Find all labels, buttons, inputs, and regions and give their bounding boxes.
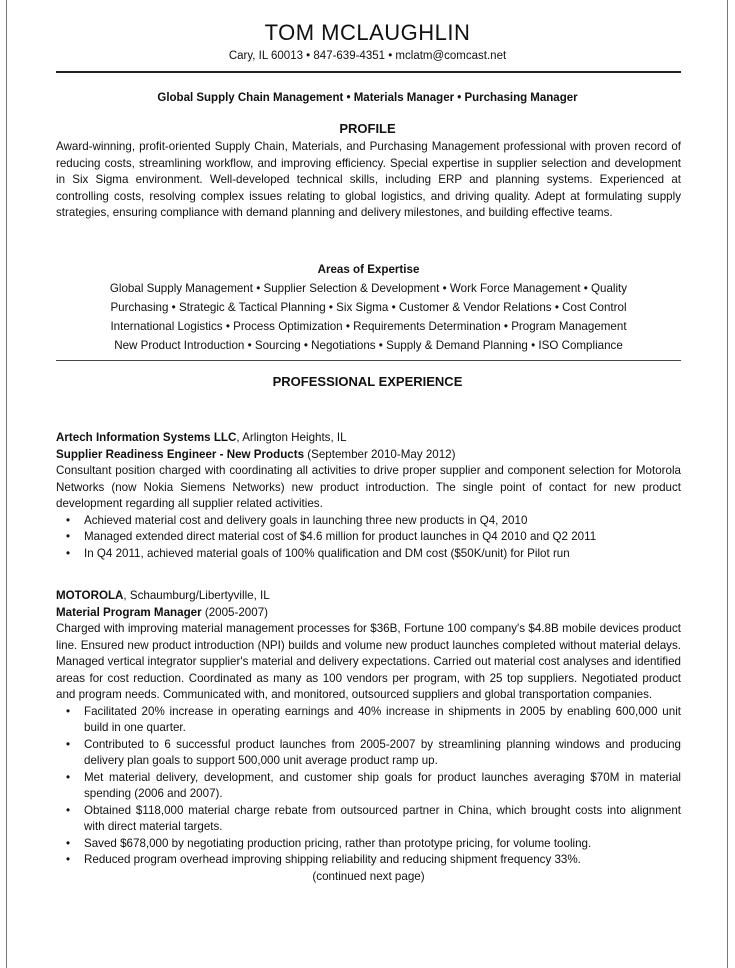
list-item: • Managed extended direct material cost of $4.6 million for product launches in Q4 2010 and Q2 2011 xyxy=(66,530,597,543)
job-company-line xyxy=(56,430,681,447)
job-artech xyxy=(56,430,681,562)
list-item: • Obtained $118,000 material charge rebate from outsourced partner in China, which brought costs into alignment with direct material targets. xyxy=(66,803,681,833)
list-item: • Reduced program overhead improving shipping reliability and reducing shipment frequency 33%. xyxy=(66,853,581,866)
expertise-line: New Product Introduction • Sourcing • Negotiations • Supply & Demand Planning • ISO Compliance xyxy=(114,339,623,352)
candidate-name: TOM MCLAUGHLIN xyxy=(264,20,471,45)
contact-info: Cary, IL 60013 • 847-639-4351 • mclatm@comcast.net xyxy=(228,50,507,62)
experience-heading: PROFESSIONAL EXPERIENCE xyxy=(272,374,463,389)
expertise-heading: Areas of Expertise xyxy=(317,263,420,276)
job-bullets xyxy=(56,704,681,869)
job-role-line xyxy=(56,605,681,622)
job-location: , Schaumburg/Libertyville, IL xyxy=(123,589,270,602)
expertise-line: International Logistics • Process Optimization • Requirements Determination • Program Management xyxy=(110,320,627,333)
tagline: Global Supply Chain Management • Materials Manager • Purchasing Manager xyxy=(157,92,578,104)
list-item: • In Q4 2011, achieved material goals of 100% qualification and DM cost ($50K/unit) for Pilot run xyxy=(66,546,570,560)
header-divider xyxy=(56,71,681,73)
job-company: MOTOROLA xyxy=(56,589,124,602)
page-left-border xyxy=(6,0,7,968)
job-summary: Consultant position charged with coordinating all activities to drive proper supplier and component selection for Motorola Networks (now Nokia Siemens Networks) new product introduction. The single point of contact for new product development regarding all supplier related activities. xyxy=(56,464,681,510)
list-item: • Saved $678,000 by negotiating production pricing, rather than prototype pricing, for volume tooling. xyxy=(66,836,592,850)
list-item: • Facilitated 20% increase in operating earnings and 40% increase in shipments in 2005 by enabling 600,000 unit build in one quarter. xyxy=(66,704,681,734)
job-role: Supplier Readiness Engineer - New Products xyxy=(56,447,305,461)
expertise-section xyxy=(56,260,681,355)
expertise-line: Global Supply Management • Supplier Selection & Development • Work Force Management • Quality xyxy=(109,282,628,295)
expertise-divider xyxy=(56,360,681,361)
profile-text: Award-winning, profit-oriented Supply Chain, Materials, and Purchasing Management professional with proven record of reducing costs, streamlining workflow, and improving efficiency. Special expertise in supplier selection and development in Six Sigma environment. Well-developed technical skills, including ERP and planning systems. Experienced at controlling costs, resolving complex issues relating to global logistics, and driving quality. Adept at formulating supply strategies, ensuring compliance with demand planning and delivery milestones, and building effective teams. xyxy=(56,140,681,219)
job-dates: (2005-2007) xyxy=(201,605,269,619)
job-motorola xyxy=(56,588,681,885)
list-item: • Achieved material cost and delivery goals in launching three new products in Q4, 2010 xyxy=(66,513,528,527)
list-item: • Met material delivery, development, and customer ship goals for product launches averaging $70M in material spending (2006 and 2007). xyxy=(66,770,681,800)
job-summary: Charged with improving material management processes for $36B, Fortune 100 company's $4.8B mobile devices product line. Ensured new product introduction (NPI) builds and volume new product launches completed without material delays. Managed vertical integrator supplier's material and delivery expectations. Carried out material cost analyses and identified areas for cost reduction. Coordinated as many as 100 vendors per program, with 25 top suppliers. Negotiated product and program needs. Communicated with, and monitored, outsourced suppliers and global transportation companies. xyxy=(56,622,681,701)
expertise-line: Purchasing • Strategic & Tactical Planning • Six Sigma • Customer & Vendor Relations • Cost Control xyxy=(110,301,627,314)
continued-note: (continued next page) xyxy=(312,869,425,883)
job-role: Material Program Manager xyxy=(56,605,202,619)
list-item: • Contributed to 6 successful product launches from 2005-2007 by streamlining planning windows and producing delivery plan goals to support 500,000 unit average product ramp up. xyxy=(66,737,681,767)
profile-heading: PROFILE xyxy=(339,121,396,136)
job-role-line xyxy=(56,447,681,464)
job-dates: (September 2010-May 2012) xyxy=(304,447,456,461)
job-bullets xyxy=(56,513,681,563)
job-location: , Arlington Heights, IL xyxy=(236,431,347,444)
job-company-line xyxy=(56,588,681,605)
page-right-border xyxy=(727,0,728,968)
job-company: Artech Information Systems LLC xyxy=(56,431,237,444)
